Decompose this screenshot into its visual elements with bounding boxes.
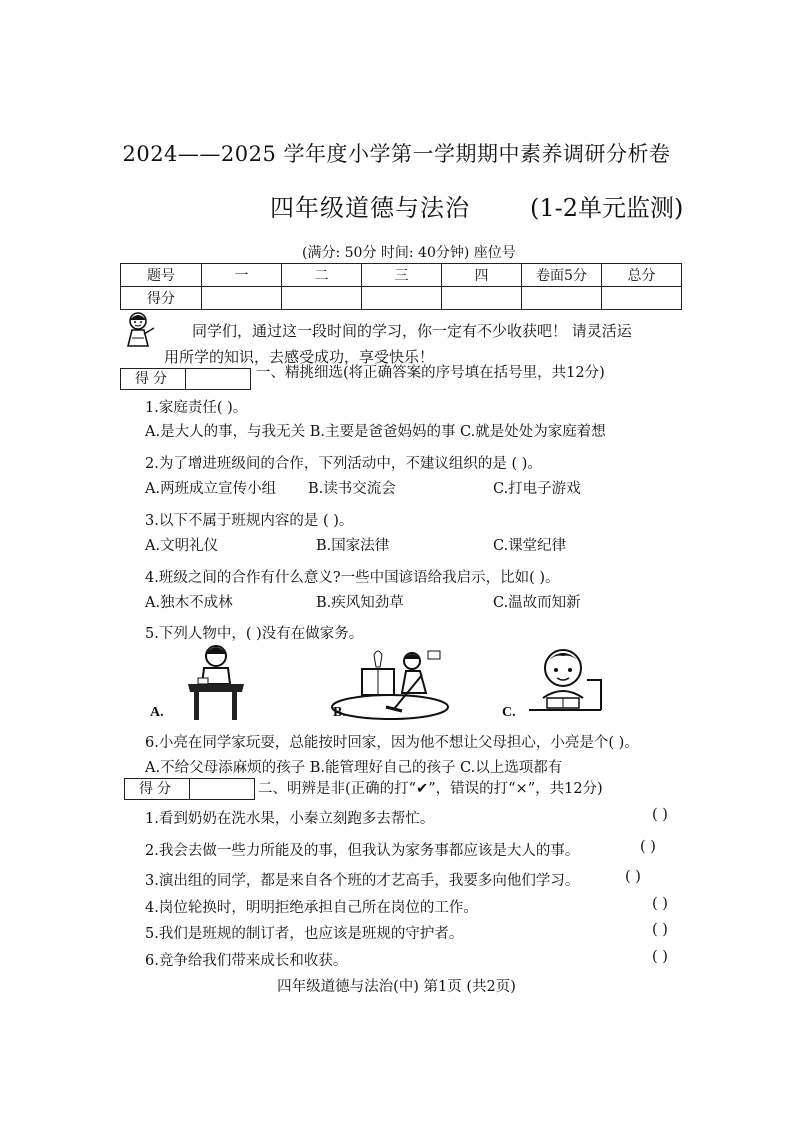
- judgment-item-3: 3.演出组的同学，都是来自各个班的才艺高手，我要多向他们学习。: [145, 873, 580, 889]
- question-6: 6.小亮在同学家玩耍，总能按时回家，因为他不想让父母担心，小亮是个( )。: [145, 735, 639, 751]
- picture-b-girl-mopping: [330, 645, 450, 720]
- intro-line-1: 同学们，通过这一段时间的学习，你一定有不少收获吧！ 请灵活运: [192, 322, 632, 340]
- intro-line-2: 用所学的知识，去感受成功，享受快乐！: [164, 348, 435, 366]
- exam-title: 2024——2025 学年度小学第一学期期中素养调研分析卷: [122, 142, 671, 166]
- score-table-header-row: [121, 264, 682, 287]
- score-table-cell: 三: [362, 264, 442, 287]
- score-table-cell: 卷面5分: [522, 264, 602, 287]
- score-table-cell: 二: [282, 264, 362, 287]
- score-entry-cell[interactable]: [522, 287, 602, 310]
- page-footer: 四年级道德与法治(中) 第1页 (共2页): [277, 979, 516, 995]
- question-2-option-b: B.读书交流会: [308, 481, 396, 497]
- section1-score-box: [120, 368, 251, 390]
- question-2: 2.为了增进班级间的合作，下列活动中，不建议组织的是 ( )。: [145, 456, 542, 472]
- judgment-answer-blank[interactable]: ( ): [652, 922, 668, 938]
- question-2-option-a: A.两班成立宣传小组: [145, 481, 277, 497]
- picture-a-label: A.: [150, 705, 164, 720]
- score-box-entry[interactable]: [186, 369, 250, 389]
- picture-c-boy-reading: [525, 640, 605, 718]
- question-3-option-a: A.文明礼仪: [145, 538, 219, 554]
- score-table-cell: 一: [202, 264, 282, 287]
- score-entry-cell[interactable]: [602, 287, 682, 310]
- score-table-score-row: [121, 287, 682, 310]
- score-box-entry[interactable]: [190, 779, 254, 799]
- question-3-option-c: C.课堂纪律: [493, 538, 567, 554]
- score-box-label: 得分: [121, 369, 186, 389]
- question-4-option-b: B.疾风知劲草: [316, 595, 404, 611]
- question-2-option-c: C.打电子游戏: [493, 481, 581, 497]
- judgment-answer-blank[interactable]: ( ): [652, 896, 668, 912]
- score-table-cell: 总分: [602, 264, 682, 287]
- question-4-option-c: C.温故而知新: [493, 595, 581, 611]
- judgment-answer-blank[interactable]: ( ): [625, 869, 641, 885]
- question-3-option-b: B.国家法律: [316, 538, 390, 554]
- score-entry-cell[interactable]: [442, 287, 522, 310]
- score-box-label: 得分: [125, 779, 190, 799]
- question-4: 4.班级之间的合作有什么意义?一些中国谚语给我启示，比如( )。: [145, 570, 560, 586]
- question-1: 1.家庭责任( )。: [145, 400, 248, 416]
- question-6-options: A.不给父母添麻烦的孩子 B.能管理好自己的孩子 C.以上选项都有: [145, 760, 563, 776]
- score-table-row-label: 得分: [121, 287, 202, 310]
- judgment-item-1: 1.看到奶奶在洗水果，小秦立刻跑多去帮忙。: [145, 811, 435, 827]
- question-3: 3.以下不属于班规内容的是 ( )。: [145, 513, 354, 529]
- question-1-options: A.是大人的事，与我无关 B.主要是爸爸妈妈的事 C.就是处处为家庭着想: [145, 424, 606, 440]
- score-table-cell: 四: [442, 264, 522, 287]
- score-table-cell: 题号: [121, 264, 202, 287]
- picture-b-label: B.: [333, 705, 346, 720]
- section1-heading: 一、精挑细选(将正确答案的序号填在括号里，共12分): [256, 365, 605, 381]
- question-5: 5.下列人物中，( )没有在做家务。: [145, 626, 364, 642]
- judgment-item-5: 5.我们是班规的制订者，也应该是班规的守护者。: [145, 926, 464, 942]
- judgment-item-6: 6.竞争给我们带来成长和收获。: [145, 953, 348, 969]
- exam-subject: 四年级道德与法治: [270, 194, 470, 222]
- judgment-answer-blank[interactable]: ( ): [640, 839, 656, 855]
- score-table: [120, 263, 682, 310]
- score-entry-cell[interactable]: [282, 287, 362, 310]
- exam-meta: (满分: 50分 时间: 40分钟) 座位号: [302, 245, 516, 261]
- section2-score-box: [124, 778, 255, 800]
- exam-unit: (1-2单元监测): [530, 194, 684, 222]
- question-4-option-a: A.独木不成林: [145, 595, 233, 611]
- judgment-answer-blank[interactable]: ( ): [652, 949, 668, 965]
- judgment-item-2: 2.我会去做一些力所能及的事，但我认为家务事都应该是大人的事。: [145, 843, 580, 859]
- section2-heading: 二、明辨是非(正确的打“✔”，错误的打“×”，共12分): [258, 781, 603, 797]
- picture-a-child-cleaning-desk: [180, 642, 250, 722]
- score-entry-cell[interactable]: [362, 287, 442, 310]
- judgment-item-4: 4.岗位轮换时，明明拒绝承担自己所在岗位的工作。: [145, 900, 478, 916]
- teacher-illustration: [118, 310, 158, 348]
- picture-c-label: C.: [502, 705, 516, 720]
- judgment-answer-blank[interactable]: ( ): [652, 807, 668, 823]
- score-entry-cell[interactable]: [202, 287, 282, 310]
